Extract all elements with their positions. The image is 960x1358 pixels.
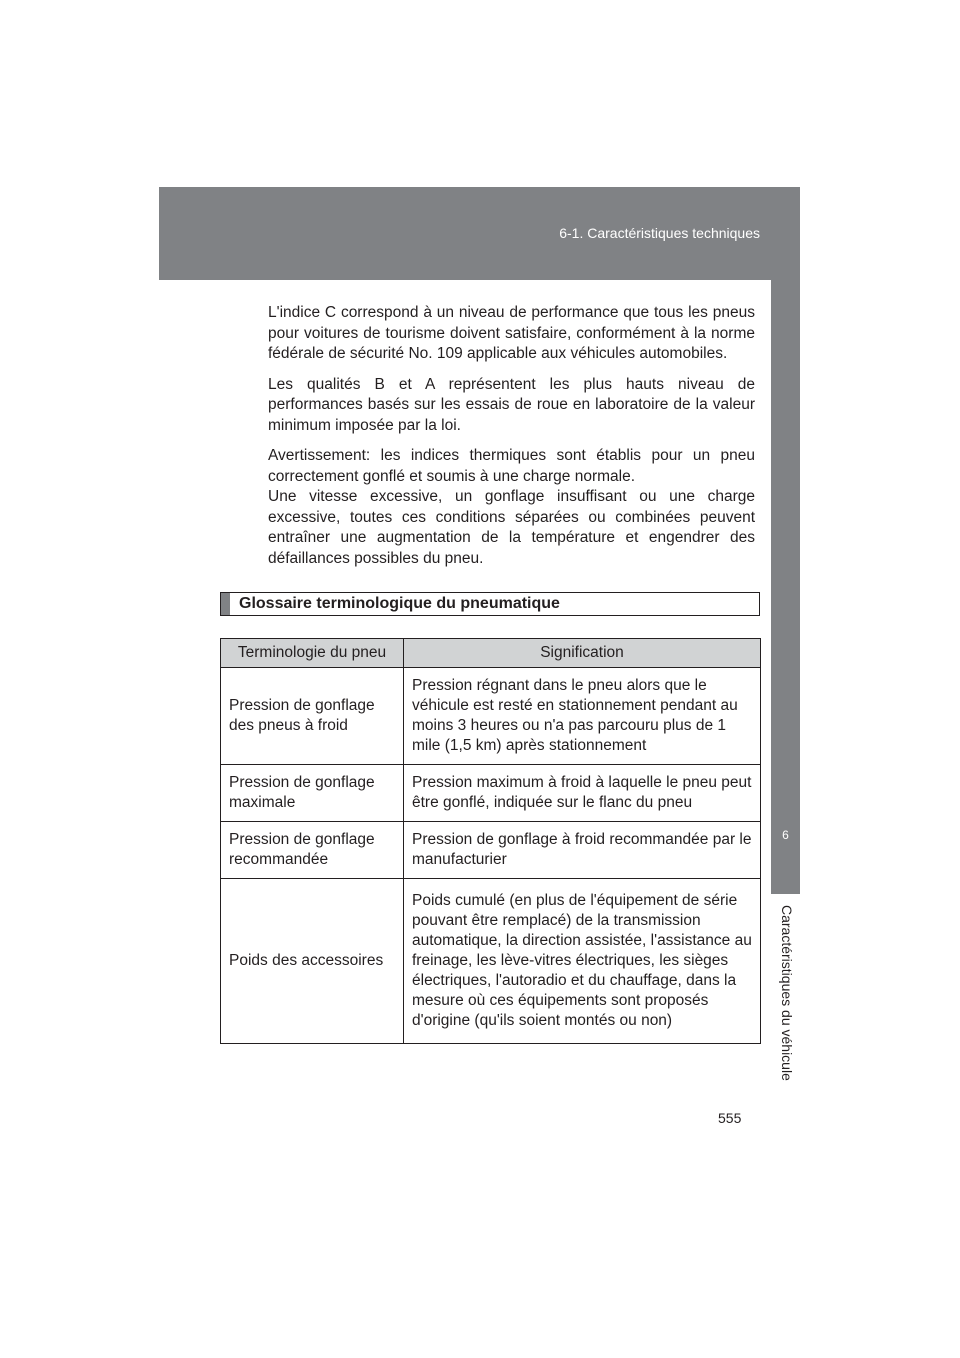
term-cell: Pression de gonflage recommandée	[221, 822, 404, 879]
paragraph: Avertissement: les indices thermiques sont établis pour un pneu correctement gonflé et soumis à une charge normale.	[268, 447, 755, 485]
heading-marker	[221, 593, 230, 615]
section-heading	[220, 592, 760, 616]
body-text	[268, 303, 755, 579]
meaning-cell: Pression régnant dans le pneu alors que le véhicule est resté en stationnement pendant au moins 3 heures ou n'a pas parcouru plus de 1 mile (1,5 km) après stationnement	[404, 668, 761, 765]
chapter-number: 6	[782, 828, 789, 842]
page-number: 555	[718, 1110, 742, 1126]
paragraph: Les qualités B et A représentent les plus hauts niveau de performances basés sur les essais de roue en laboratoire de la valeur minimum imposée par la loi.	[268, 375, 755, 434]
term-cell: Poids des accessoires	[221, 879, 404, 1044]
paragraph: L'indice C correspond à un niveau de performance que tous les pneus pour voitures de tourisme doivent satisfaire, conformément à la norme fédérale de sécurité No. 109 applicable aux véhicules automobiles.	[268, 304, 755, 362]
chapter-header	[159, 187, 800, 280]
chapter-side-tab	[771, 280, 800, 894]
meaning-cell: Poids cumulé (en plus de l'équipement de série pouvant être remplacé) de la transmission automatique, la direction assistée, l'assistance au freinage, les lève-vitres électriques, les sièges électriques, l'autoradio et du chauffage, dans la mesure où ces équipements sont proposés d'origine (qu'ils soient montés ou non)	[404, 879, 761, 1044]
table-row	[221, 668, 761, 765]
paragraph: Une vitesse excessive, un gonflage insuffisant ou une charge excessive, toutes ces conditions séparées ou combinées peuvent entraîner une augmentation de la température et engendrer des défaillances possibles du pneu.	[268, 488, 755, 567]
table-row	[221, 822, 761, 879]
term-cell: Pression de gonflage maximale	[221, 765, 404, 822]
column-header-term: Terminologie du pneu	[221, 639, 404, 668]
term-cell: Pression de gonflage des pneus à froid	[221, 668, 404, 765]
table-row	[221, 765, 761, 822]
meaning-cell: Pression maximum à froid à laquelle le pneu peut être gonflé, indiquée sur le flanc du pneu	[404, 765, 761, 822]
chapter-side-label: Caractéristiques du véhicule	[779, 905, 795, 1081]
section-heading-label: Glossaire terminologique du pneumatique	[239, 595, 560, 612]
chapter-title: 6-1. Caractéristiques techniques	[559, 225, 760, 241]
glossary-table	[220, 638, 761, 1044]
column-header-meaning: Signification	[404, 639, 761, 668]
table-header-row	[221, 639, 761, 668]
table-row	[221, 879, 761, 1044]
meaning-cell: Pression de gonflage à froid recommandée par le manufacturier	[404, 822, 761, 879]
